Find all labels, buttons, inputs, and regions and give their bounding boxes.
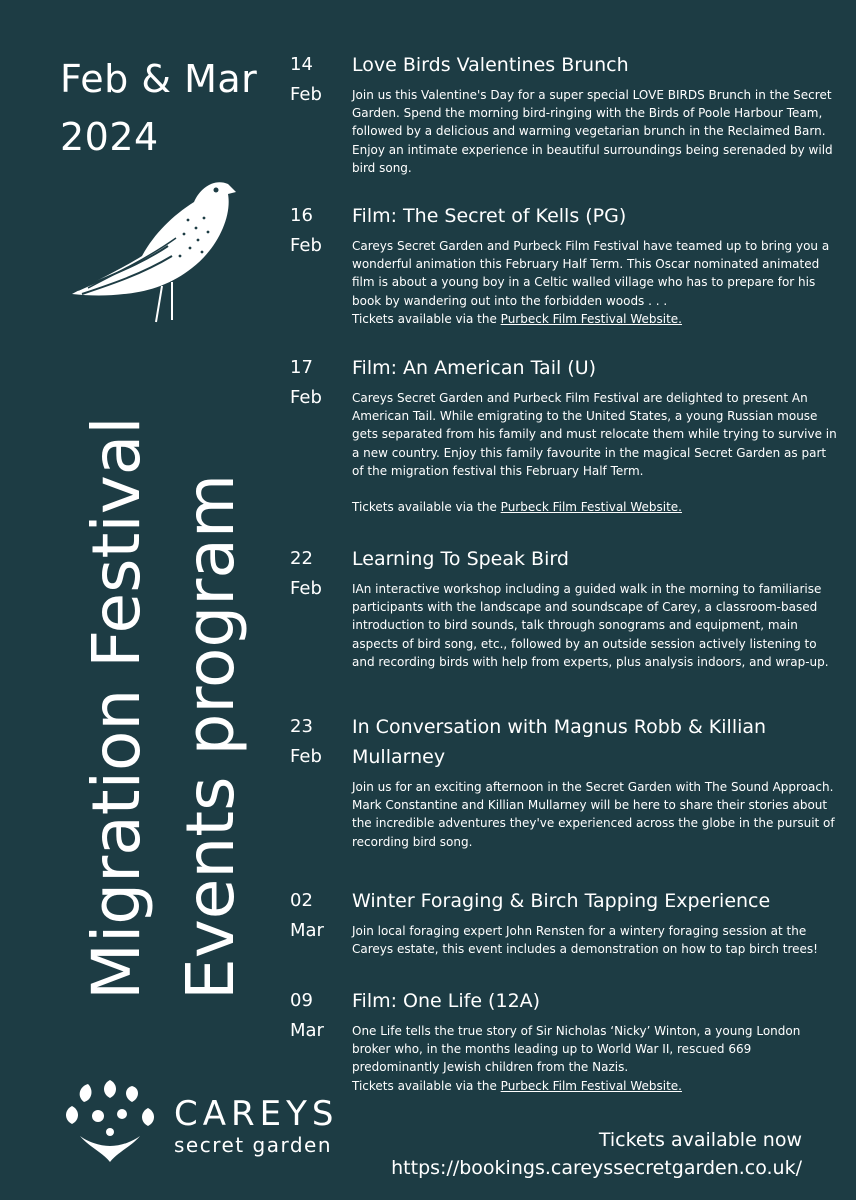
event-description [352,922,840,958]
vertical-title [70,380,258,1000]
event-description [352,86,840,177]
event-month: Feb [290,387,322,408]
header-months: Feb & Mar [60,57,258,101]
event-date [290,50,352,201]
event-description-text: Join us this Valentine's Day for a super special LOVE BIRDS Brunch in the Secret Garden. Spend the morning bird-ringing with the Birds of Poole Harbour Team, followed by a delicious and warming vegetarian brunch in the Reclaimed Barn. Enjoy an intimate experience in beautiful surroundings being serenaded by wild bird song. [352,88,833,175]
event-date [290,353,352,544]
event-title: Film: The Secret of Kells (PG) [352,205,627,227]
event-month: Mar [290,920,324,941]
event-day: 22 [290,548,313,569]
tickets-prefix: Tickets available via the [352,311,501,326]
event-description [352,1022,840,1095]
purbeck-film-festival-link[interactable]: Purbeck Film Festival Website. [500,311,682,326]
purbeck-film-festival-link[interactable]: Purbeck Film Festival Website. [500,1078,682,1093]
event-day: 14 [290,54,313,75]
title-line-2: Events program [172,473,249,1000]
event-month: Feb [290,84,322,105]
event-item [290,712,840,886]
purbeck-film-festival-link[interactable]: Purbeck Film Festival Website. [500,500,682,515]
event-title: Winter Foraging & Birch Tapping Experience [352,890,771,912]
event-description-text: Careys Secret Garden and Purbeck Film Festival are delighted to present An American Tail. While emigrating to the United States, a young Russian mouse gets separated from his family and must relocate them while trying to survive in a new country. Enjoy this family favourite in the magical Secret Garden as part of the migration festival this February Half Term. [352,391,837,478]
bookings-url[interactable]: https://bookings.careyssecretgarden.co.uk/ [391,1157,802,1179]
event-month: Mar [290,1020,324,1041]
event-day: 09 [290,990,313,1011]
event-description-text: One Life tells the true story of Sir Nicholas ‘Nicky’ Winton, a young London broker who, in the months leading up to World War II, rescued 669 predominantly Jewish children from the Nazis. [352,1024,801,1075]
event-month: Feb [290,746,322,767]
garden-emblem-icon [58,1076,168,1166]
footer [391,1126,802,1182]
event-description-text: Careys Secret Garden and Purbeck Film Festival have teamed up to bring you a wonderful animation this February Half Term. This Oscar nominated animated film is about a young boy in a Celtic walled village who has to prepare for his book by wandering out into the forbidden woods . . . [352,239,830,308]
event-day: 02 [290,890,313,911]
header-date [60,50,280,166]
tickets-line [352,498,840,516]
event-item [290,886,840,986]
tickets-line [352,310,840,328]
event-description-text: IAn interactive workshop including a guided walk in the morning to familiarise participants with the landscape and soundscape of Carey, a classroom-based introduction to bird sounds, talk through sonograms and equipment, main aspects of bird song, etc., followed by an outside session actively listening to and recording birds with help from experts, plus analysis indoors, and wrap-up. [352,582,829,669]
event-date [290,886,352,986]
title-line-1: Migration Festival [78,416,155,1000]
event-month: Feb [290,578,322,599]
logo-subtitle: secret garden [174,1133,333,1157]
event-description [352,778,840,851]
event-title: Film: An American Tail (U) [352,357,597,379]
event-day: 23 [290,716,313,737]
tickets-line [352,1077,840,1095]
event-month: Feb [290,235,322,256]
event-item [290,353,840,544]
event-item [290,201,840,353]
event-description [352,389,840,516]
bird-illustration [68,176,238,326]
event-day: 17 [290,357,313,378]
event-date [290,544,352,712]
tickets-prefix: Tickets available via the [352,500,501,515]
careys-logo [58,1076,348,1166]
event-date [290,201,352,353]
event-date [290,712,352,886]
tickets-prefix: Tickets available via the [352,1078,501,1093]
event-description [352,237,840,328]
event-title: In Conversation with Magnus Robb & Killian Mullarney [352,716,767,768]
event-title: Film: One Life (12A) [352,990,541,1012]
logo-name: CAREYS [174,1094,339,1134]
event-day: 16 [290,205,313,226]
event-description-text: Join us for an exciting afternoon in the Secret Garden with The Sound Approach. Mark Constantine and Killian Mullarney will be here to share their stories about the incredible adventures they've experienced across the globe in the pursuit of recording bird song. [352,780,835,849]
event-title: Love Birds Valentines Brunch [352,54,629,76]
events-list [290,50,840,1106]
event-description [352,580,840,671]
event-item [290,544,840,712]
event-item [290,986,840,1106]
tickets-available-text: Tickets available now [598,1129,802,1151]
header-year: 2024 [60,115,159,159]
event-title: Learning To Speak Bird [352,548,569,570]
event-item [290,50,840,201]
event-description-text: Join local foraging expert John Rensten for a wintery foraging session at the Careys estate, this event includes a demonstration on how to tap birch trees! [352,924,818,957]
